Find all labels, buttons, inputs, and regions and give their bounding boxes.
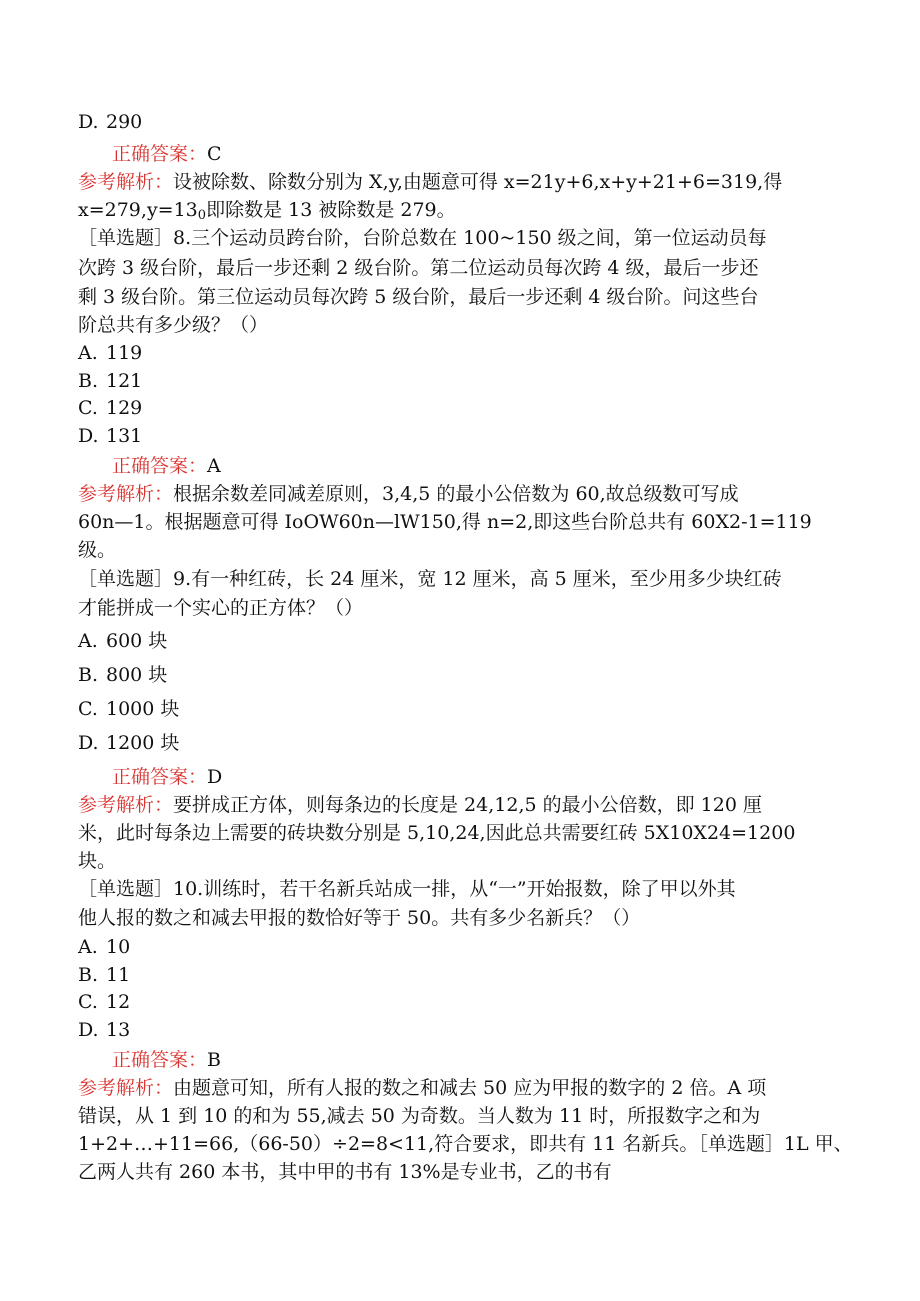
option-a bbox=[78, 934, 130, 960]
option-letter: D. bbox=[78, 732, 99, 754]
option-d bbox=[78, 1017, 130, 1043]
correct-answer bbox=[112, 141, 222, 167]
analysis-continued: 块。 bbox=[78, 850, 117, 872]
option-text: 121 bbox=[106, 370, 143, 392]
answer-value: C bbox=[207, 143, 222, 165]
option-c bbox=[78, 696, 179, 722]
option-text: 129 bbox=[106, 397, 143, 419]
analysis-text: 设被除数、除数分别为 X,y,由题意可得 x=21y+6,x+y+21+6=319,得 bbox=[173, 171, 783, 193]
analysis-text: 要拼成正方体，则每条边的长度是 24,12,5 的最小公倍数，即 120 厘 bbox=[173, 794, 762, 816]
option-text: 600 块 bbox=[106, 630, 168, 652]
option-d bbox=[78, 109, 142, 135]
analysis-continued: 乙两人共有 260 本书，其中甲的书有 13%是专业书，乙的书有 bbox=[78, 1161, 612, 1183]
option-text: 131 bbox=[106, 425, 143, 447]
analysis-text: 由题意可知，所有人报的数之和减去 50 应为甲报的数字的 2 倍。A 项 bbox=[173, 1077, 767, 1099]
option-letter: D. bbox=[78, 425, 99, 447]
analysis-label: 参考解析： bbox=[78, 171, 174, 193]
option-a bbox=[78, 340, 142, 366]
option-d bbox=[78, 730, 179, 756]
option-letter: D. bbox=[78, 111, 99, 133]
option-text: 119 bbox=[106, 342, 143, 364]
option-letter: C. bbox=[78, 991, 98, 1013]
analysis-continued: 错误，从 1 到 10 的和为 55,减去 50 为奇数。当人数为 11 时，所报数字之和为 bbox=[78, 1105, 761, 1127]
option-letter: B. bbox=[78, 370, 99, 392]
question-text: 才能拼成一个实心的正方体？（） bbox=[78, 597, 364, 619]
option-letter: A. bbox=[78, 630, 98, 652]
answer-value: D bbox=[207, 766, 223, 788]
option-text: 290 bbox=[106, 111, 143, 133]
option-letter: D. bbox=[78, 1019, 99, 1041]
answer-value: B bbox=[207, 1049, 221, 1071]
analysis bbox=[78, 481, 739, 507]
option-d bbox=[78, 423, 142, 449]
analysis-subscript: 0 bbox=[197, 208, 207, 223]
analysis-text: x=279,y=13 bbox=[78, 199, 198, 221]
analysis-label: 参考解析： bbox=[78, 1077, 174, 1099]
option-c bbox=[78, 989, 130, 1015]
correct-answer bbox=[112, 1047, 221, 1073]
question-text: 阶总共有多少级？（） bbox=[78, 314, 269, 336]
analysis-continued: 米，此时每条边上需要的砖块数分别是 5,10,24,因此总共需要红砖 5X10X24=1200 bbox=[78, 822, 796, 844]
option-text: 800 块 bbox=[106, 664, 168, 686]
answer-value: A bbox=[207, 455, 221, 477]
analysis-continued: 级。 bbox=[78, 539, 117, 561]
option-b bbox=[78, 368, 142, 394]
answer-label: 正确答案： bbox=[112, 455, 208, 477]
option-letter: A. bbox=[78, 342, 98, 364]
option-text: 11 bbox=[106, 964, 131, 986]
option-letter: A. bbox=[78, 936, 98, 958]
question-text: ［单选题］10.训练时，若干名新兵站成一排，从“一”开始报数，除了甲以外其 bbox=[78, 878, 736, 900]
analysis-label: 参考解析： bbox=[78, 483, 174, 505]
analysis-continued: 1+2+…+11=66,（66-50）÷2=8<11,符合要求，即共有 11 名新兵。［单选题］1L 甲、 bbox=[78, 1133, 853, 1155]
analysis bbox=[78, 1075, 766, 1101]
option-text: 1000 块 bbox=[106, 698, 180, 720]
question-text: ［单选题］8.三个运动员跨台阶，台阶总数在 100~150 级之间，第一位运动员每 bbox=[78, 227, 767, 249]
option-text: 10 bbox=[106, 936, 131, 958]
answer-label: 正确答案： bbox=[112, 1049, 208, 1071]
option-b bbox=[78, 962, 130, 988]
option-letter: C. bbox=[78, 698, 98, 720]
correct-answer bbox=[112, 453, 221, 479]
analysis-continued: 60n—1。根据题意可得 IoOW60n—lW150,得 n=2,即这些台阶总共有 60X2-1=119 bbox=[78, 511, 812, 533]
question-text: 他人报的数之和减去甲报的数恰好等于 50。共有多少名新兵？（） bbox=[78, 907, 641, 929]
option-c bbox=[78, 395, 142, 421]
question-text: 剩 3 级台阶。第三位运动员每次跨 5 级台阶，最后一步还剩 4 级台阶。问这些台 bbox=[78, 286, 759, 308]
analysis-text: 根据余数差同减差原则，3,4,5 的最小公倍数为 60,故总级数可写成 bbox=[173, 483, 739, 505]
option-text: 12 bbox=[106, 991, 131, 1013]
correct-answer bbox=[112, 764, 222, 790]
option-text: 1200 块 bbox=[106, 732, 180, 754]
analysis bbox=[78, 169, 782, 195]
analysis-label: 参考解析： bbox=[78, 794, 174, 816]
option-letter: C. bbox=[78, 397, 98, 419]
question-text: ［单选题］9.有一种红砖，长 24 厘米，宽 12 厘米，高 5 厘米，至少用多少块红砖 bbox=[78, 568, 782, 590]
option-letter: B. bbox=[78, 664, 99, 686]
answer-label: 正确答案： bbox=[112, 766, 208, 788]
option-text: 13 bbox=[106, 1019, 131, 1041]
option-a bbox=[78, 628, 167, 654]
answer-label: 正确答案： bbox=[112, 143, 208, 165]
question-text: 次跨 3 级台阶，最后一步还剩 2 级台阶。第二位运动员每次跨 4 级，最后一步还 bbox=[78, 257, 759, 279]
option-letter: B. bbox=[78, 964, 99, 986]
analysis-text: 即除数是 13 被除数是 279。 bbox=[206, 199, 456, 221]
option-b bbox=[78, 662, 167, 688]
analysis bbox=[78, 792, 762, 818]
